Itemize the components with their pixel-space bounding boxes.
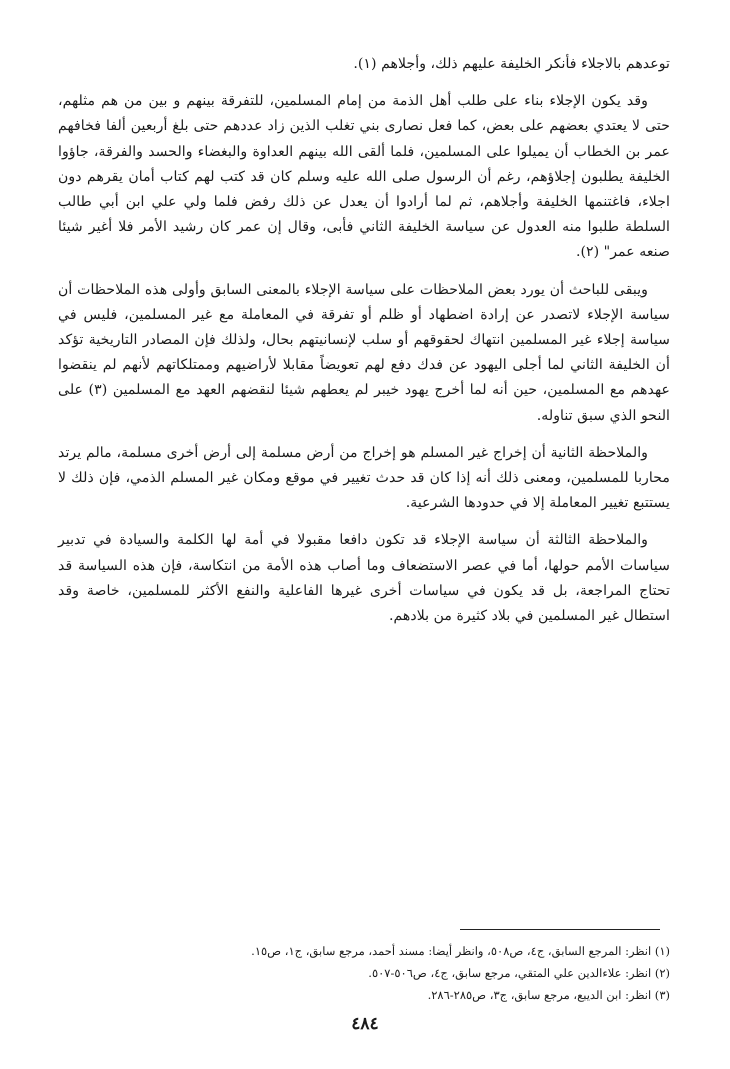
footnote: (٢) انظر: علاءالدين علي المتقي، مرجع سابق، ج٤، ص٥٠٦-٥٠٧. xyxy=(368,966,670,980)
footnote: (١) انظر: المرجع السابق، ج٤، ص٥٠٨، وانظر أيضا: مسند أحمد، مرجع سابق، ج١، ص١٥. xyxy=(251,944,670,958)
footnotes xyxy=(58,940,670,1006)
paragraph: والملاحظة الثانية أن إخراج غير المسلم هو إخراج من أرض مسلمة إلى أرض أخرى مسلمة، مالم يرتد محاربا للمسلمين، ومعنى ذلك أنه إذا كان قد حدث تغيير في موقع ومكان غير المسلم الذمي، فإن ذلك لا يستتبع تغيير المعاملة إلا في حدودها الشرعية. xyxy=(58,444,670,512)
footnote-divider xyxy=(460,929,660,930)
body-text xyxy=(58,52,670,641)
paragraph: ويبقى للباحث أن يورد بعض الملاحظات على سياسة الإجلاء بالمعنى السابق وأولى هذه الملاحظات أن سياسة الإجلاء لاتصدر عن إرادة اضطهاد أو ظلم أو تفرقة في المعاملة مع غير المسلمين، فليس في سياسة إجلاء غير المسلمين انتهاك لحقوقهم أو سلب لإنسانيتهم بحال، ولذلك فإن المصادر التاريخية تؤكد أن الخليفة الثاني لما أجلى اليهود عن فدك دفع لهم تعويضاً مقابلا لأراضيهم وممتلكاتهم لأنهم لم ينقضوا عهدهم مع المسلمين، حين أنه لما أخرج يهود خيبر لم يعطهم شيئا لنقضهم العهد مع المسلمين (٣) على النحو الذي سبق تناوله. xyxy=(58,281,670,424)
page-number: ٤٨٤ xyxy=(351,1014,379,1034)
paragraph-continuation: توعدهم بالاجلاء فأنكر الخليفة عليهم ذلك، وأجلاهم (١). xyxy=(353,56,670,72)
paragraph: والملاحظة الثالثة أن سياسة الإجلاء قد تكون دافعا مقبولا في أمة لها الكلمة والسيادة في تدبير سياسات الأمم حولها، أما في عصر الاستضعاف وما أصاب هذه الأمة من انتكاسة، فإن هذه السياسة قد تحتاج المراجعة، بل قد يكون في سياسات أخرى غيرها الفاعلية والنفع الأكثر للمسلمين، خاصة وقد استطال غير المسلمين في بلاد كثيرة من بلادهم. xyxy=(58,532,670,625)
paragraph: وقد يكون الإجلاء بناء على طلب أهل الذمة من إمام المسلمين، للتفرقة بينهم و بين من هم مثلهم، حتى لا يعتدي بعضهم على بعض، كما فعل نصارى بني تغلب الذين زاد عددهم حتى بلغ أربعين ألفا فخافهم عمر بن الخطاب أن يميلوا على المسلمين، فلما ألقى الله بينهم العداوة والبغضاء والحسد والفرقة، جاؤوا الخليفة يطلبون إجلاؤهم، رغم أن الرسول صلى الله عليه وسلم كان قد كتب لهم كتاب أمان يقرهم دون اجلاء، فاغتنمها الخليفة وأجلاهم، ثم لما أرادوا أن يعدل عن ذلك رفض فلما ولي علي ابن أبي طالب السلطة طلبوا منه العدول عن سياسة الخليفة الثاني فأبى، وقال إن عمر كان رشيد الأمر فلا أغير شيئا صنعه عمر" (٢). xyxy=(58,93,670,261)
footnote: (٣) انظر: ابن الديبع، مرجع سابق، ج٣، ص٢٨٥-٢٨٦. xyxy=(427,988,670,1002)
